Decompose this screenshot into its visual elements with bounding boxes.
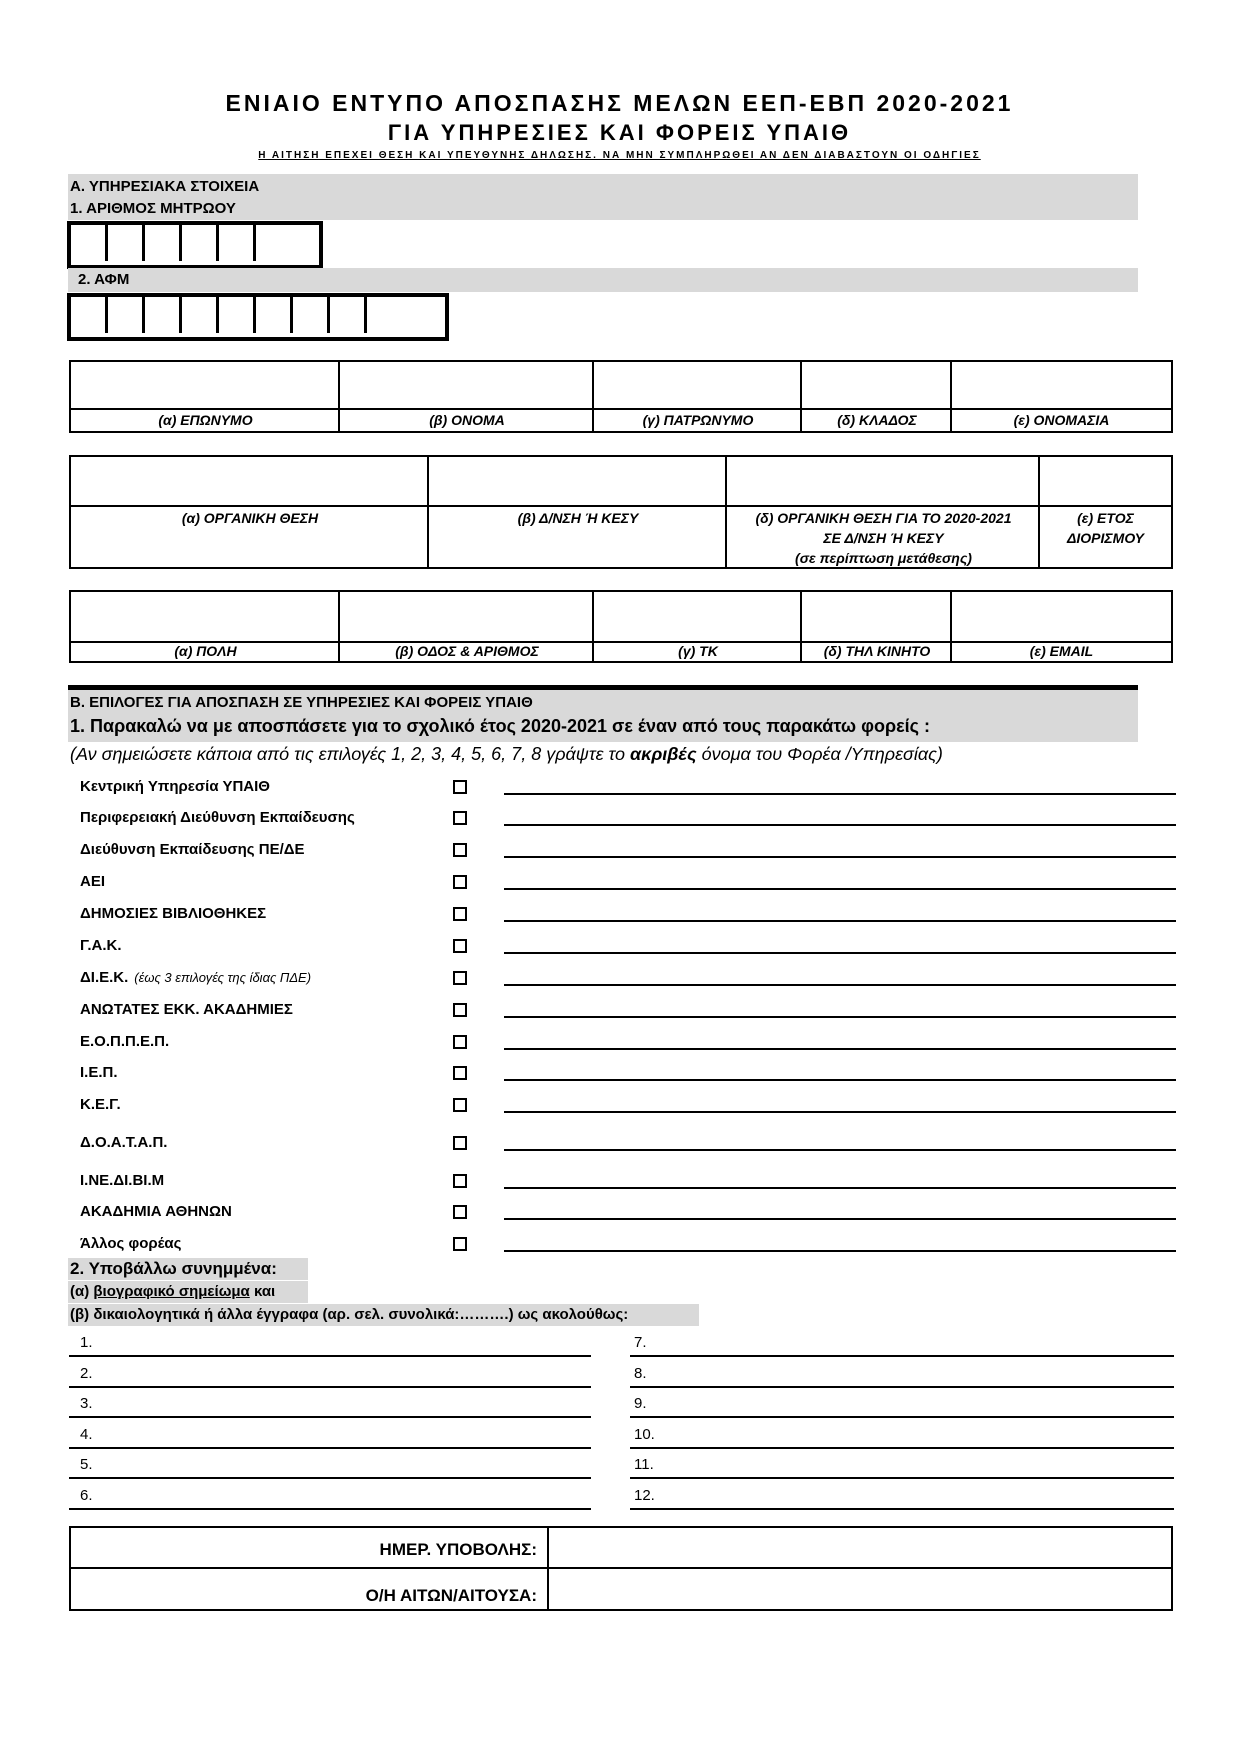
attachment-number: 8. [634, 1364, 647, 1382]
registry-digit-box[interactable] [219, 225, 256, 261]
agency-name-line[interactable] [504, 856, 1176, 858]
attachment-number: 6. [80, 1486, 93, 1504]
section-b-heading: Β. ΕΠΙΛΟΓΕΣ ΓΙΑ ΑΠΟΣΠΑΣΗ ΣΕ ΥΠΗΡΕΣΙΕΣ ΚΑΙ ΦΟΡΕΙΣ ΥΠΑΙΘ [70, 694, 533, 711]
attachment-number: 12. [634, 1486, 655, 1504]
father-name-caption: (γ) ΠΑΤΡΩΝΥΜΟ [642, 412, 754, 428]
street-caption: (β) ΟΔΟΣ & ΑΡΙΘΜΟΣ [395, 643, 539, 659]
afm-digit-box[interactable] [145, 297, 182, 333]
registry-digit-box[interactable] [182, 225, 219, 261]
afm-digit-box[interactable] [330, 297, 367, 333]
signature-table [69, 1526, 1173, 1611]
specialty-caption: (ε) ΟΝΟΜΑΣΙΑ [1013, 412, 1110, 428]
agency-label: ΑΚΑΔΗΜΙΑ ΑΘΗΝΩΝ [80, 1203, 232, 1220]
attachment-line[interactable] [630, 1447, 1174, 1449]
attachment-number: 7. [634, 1334, 647, 1351]
attachment-line[interactable] [630, 1386, 1174, 1388]
new-position-caption-line1: (δ) ΟΡΓΑΝΙΚΗ ΘΕΣΗ ΓΙΑ ΤΟ 2020-2021 [755, 510, 1012, 526]
attachment-number: 5. [80, 1456, 93, 1473]
mobile-caption: (δ) ΤΗΛ ΚΙΝΗΤΟ [823, 643, 931, 659]
agency-label: Ε.Ο.Π.Π.Ε.Π. [80, 1033, 170, 1050]
attachment-number: 4. [80, 1425, 93, 1443]
agency-name-line[interactable] [504, 1250, 1176, 1252]
afm-label: 2. ΑΦΜ [78, 271, 130, 288]
agency-label: Άλλος φορέας [80, 1235, 182, 1252]
afm-digit-box[interactable] [182, 297, 219, 333]
agency-name-line[interactable] [504, 1187, 1176, 1189]
form-title: ΕΝΙΑΙΟ ΕΝΤΥΠΟ ΑΠΟΣΠΑΣΗΣ ΜΕΛΩΝ ΕΕΠ-ΕΒΠ 2020-2021 [225, 90, 1014, 116]
form-subtitle: Η ΑΙΤΗΣΗ ΕΠΕΧΕΙ ΘΕΣΗ ΚΑΙ ΥΠΕΥΘΥΝΗΣ ΔΗΛΩΣΗΣ. ΝΑ ΜΗΝ ΣΥΜΠΛΗΡΩΘΕΙ ΑΝ ΔΕΝ ΔΙΑΒΑΣΤΟΥΝ ΟΙ ΟΔΗΓΙΕΣ [258, 150, 981, 161]
agency-checkbox[interactable] [453, 843, 467, 857]
section-b-instruction: (Αν σημειώσετε κάποια από τις επιλογές 1, 2, 3, 4, 5, 6, 7, 8 γράψτε το ακριβές όνομα του Φορέα /Υπηρεσίας) [70, 744, 943, 764]
directorate-caption: (β) Δ/ΝΣΗ Ή ΚΕΣΥ [517, 510, 639, 526]
attachment-line[interactable] [69, 1508, 591, 1510]
registry-label: 1. ΑΡΙΘΜΟΣ ΜΗΤΡΩΟΥ [70, 200, 236, 217]
agency-checkbox[interactable] [453, 907, 467, 921]
attachment-line[interactable] [69, 1386, 591, 1388]
agency-label: Διεύθυνση Εκπαίδευσης ΠΕ/ΔΕ [80, 841, 305, 858]
attachment-number: 9. [634, 1395, 647, 1412]
agency-note: (έως 3 επιλογές της ίδιας ΠΔΕ) [134, 970, 312, 985]
agency-checkbox[interactable] [453, 875, 467, 889]
attachment-line[interactable] [69, 1447, 591, 1449]
submission-date-label: ΗΜΕΡ. ΥΠΟΒΟΛΗΣ: [379, 1540, 537, 1559]
contact-table [69, 590, 1173, 663]
agency-label: Γ.Α.Κ. [80, 937, 122, 954]
afm-digit-box[interactable] [219, 297, 256, 333]
new-position-caption-line2: ΣΕ Δ/ΝΣΗ Ή ΚΕΣΥ [823, 530, 944, 546]
attachment-line[interactable] [69, 1416, 591, 1418]
cv-line: (α) βιογραφικό σημείωμα και [70, 1283, 276, 1300]
organic-position-caption: (α) ΟΡΓΑΝΙΚΗ ΘΕΣΗ [181, 510, 319, 526]
afm-band [68, 268, 1138, 292]
agency-label: Περιφερειακή Διεύθυνση Εκπαίδευσης [80, 809, 355, 826]
attachment-number: 3. [80, 1395, 93, 1412]
applicant-label: Ο/Η ΑΙΤΩΝ/ΑΙΤΟΥΣΑ: [365, 1586, 537, 1605]
agency-checkbox[interactable] [453, 1136, 467, 1150]
afm-digit-box[interactable] [108, 297, 145, 333]
agency-name-line[interactable] [504, 952, 1176, 954]
agency-label: Ι.Ε.Π. [80, 1064, 118, 1081]
agency-checkbox[interactable] [453, 939, 467, 953]
agency-checkbox[interactable] [453, 811, 467, 825]
attachment-line[interactable] [69, 1355, 591, 1357]
agency-checkbox[interactable] [453, 780, 467, 794]
section-b-request: 1. Παρακαλώ να με αποσπάσετε για το σχολικό έτος 2020-2021 σε έναν από τους παρακάτω φορείς : [70, 716, 930, 736]
agency-name-line[interactable] [504, 824, 1176, 826]
registry-digit-box[interactable] [71, 225, 108, 261]
appointment-year-caption-line1: (ε) ΕΤΟΣ [1077, 510, 1134, 526]
agency-checkbox[interactable] [453, 1098, 467, 1112]
attachment-line[interactable] [69, 1477, 591, 1479]
afm-digit-box[interactable] [293, 297, 330, 333]
agency-label: ΔΙ.Ε.Κ. (έως 3 επιλογές της ίδιας ΠΔΕ) [80, 969, 312, 986]
form-title-line2: ΓΙΑ ΥΠΗΡΕΣΙΕΣ ΚΑΙ ΦΟΡΕΙΣ ΥΠΑΙΘ [387, 120, 852, 145]
registry-digit-box[interactable] [108, 225, 145, 261]
afm-digit-box[interactable] [367, 297, 404, 333]
agency-checkbox[interactable] [453, 1066, 467, 1080]
postal-code-caption: (γ) ΤΚ [678, 643, 718, 659]
applicant-signature-field[interactable] [549, 1569, 1171, 1609]
agency-label: Κ.Ε.Γ. [80, 1096, 121, 1113]
agency-name-line[interactable] [504, 1016, 1176, 1018]
submission-date-field[interactable] [549, 1528, 1171, 1567]
agency-checkbox[interactable] [453, 1003, 467, 1017]
surname-caption: (α) ΕΠΩΝΥΜΟ [158, 412, 253, 428]
agency-name-line[interactable] [504, 1048, 1176, 1050]
email-caption: (ε) EMAIL [1029, 643, 1094, 659]
agency-label: ΔΗΜΟΣΙΕΣ ΒΙΒΛΙΟΘΗΚΕΣ [80, 905, 267, 922]
first-name-caption: (β) ΟΝΟΜΑ [429, 412, 505, 428]
agency-name-line[interactable] [504, 888, 1176, 890]
city-caption: (α) ΠΟΛΗ [174, 643, 237, 659]
attachment-line[interactable] [630, 1355, 1174, 1357]
appointment-year-caption-line2: ΔΙΟΡΙΣΜΟΥ [1067, 530, 1144, 546]
attachment-number: 1. [80, 1334, 93, 1351]
agency-label: ΑΕΙ [80, 873, 106, 890]
attachments-heading: 2. Υποβάλλω συνημμένα: [70, 1259, 277, 1278]
agency-label: Κεντρική Υπηρεσία ΥΠΑΙΘ [80, 778, 270, 795]
branch-caption: (δ) ΚΛΑΔΟΣ [837, 412, 917, 428]
registry-digit-box[interactable] [145, 225, 182, 261]
agency-checkbox[interactable] [453, 1174, 467, 1188]
attachment-number: 10. [634, 1425, 655, 1443]
agency-label: ΑΝΩΤΑΤΕΣ ΕΚΚ. ΑΚΑΔΗΜΙΕΣ [80, 1001, 293, 1018]
afm-digit-box[interactable] [71, 297, 108, 333]
attachment-line[interactable] [630, 1508, 1174, 1510]
agency-name-line[interactable] [504, 1079, 1176, 1081]
agency-name-line[interactable] [504, 984, 1176, 986]
section-a-heading: Α. ΥΠΗΡΕΣΙΑΚΑ ΣΤΟΙΧΕΙΑ [70, 178, 260, 195]
agency-name-line[interactable] [504, 920, 1176, 922]
agency-checkbox[interactable] [453, 1237, 467, 1251]
agency-label: Ι.ΝΕ.ΔΙ.ΒΙ.Μ [80, 1172, 165, 1189]
agency-name-line[interactable] [504, 1218, 1176, 1220]
agency-checkbox[interactable] [453, 1205, 467, 1219]
docs-line: (β) δικαιολογητικά ή άλλα έγγραφα (αρ. σελ. συνολικά:……….) ως ακολούθως: [70, 1306, 629, 1323]
afm-boxes[interactable] [67, 293, 449, 341]
new-position-caption-line3: (σε περίπτωση μετάθεσης) [795, 550, 972, 566]
agency-name-line[interactable] [504, 793, 1176, 795]
agency-name-line[interactable] [504, 1111, 1176, 1113]
registry-digit-box[interactable] [256, 225, 293, 261]
agency-checkbox[interactable] [453, 1035, 467, 1049]
attachment-line[interactable] [630, 1416, 1174, 1418]
position-table [69, 455, 1173, 569]
attachment-number: 2. [80, 1364, 93, 1382]
personal-info-table [69, 360, 1173, 433]
attachment-line[interactable] [630, 1477, 1174, 1479]
agency-checkbox[interactable] [453, 971, 467, 985]
agency-name-line[interactable] [504, 1149, 1176, 1151]
afm-digit-box[interactable] [256, 297, 293, 333]
registry-number-boxes[interactable] [67, 221, 323, 269]
attachment-number: 11. [634, 1456, 654, 1473]
agency-label: Δ.Ο.Α.Τ.Α.Π. [80, 1134, 168, 1151]
